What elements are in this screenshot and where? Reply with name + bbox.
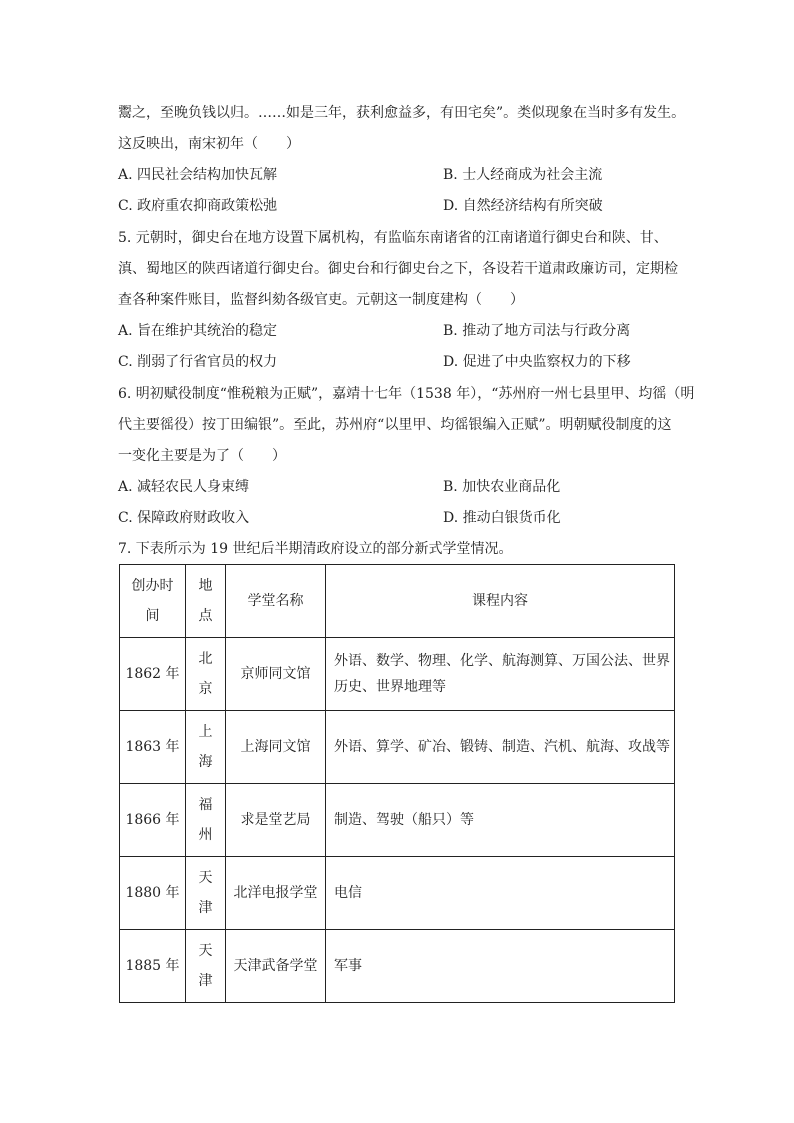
cell-courses: 外语、算学、矿冶、锻铸、制造、汽机、航海、攻战等 bbox=[326, 711, 675, 784]
q5-stem-line-2: 滇、蜀地区的陕西诸道行御史台。御史台和行御史台之下，各设若干道肃政廉访司，定期检 bbox=[118, 261, 678, 277]
q6-stem-line-3: 一变化主要是为了（ ） bbox=[118, 448, 286, 464]
table-header-row bbox=[120, 565, 675, 638]
q5-stem-line-3: 查各种案件账目，监督纠劾各级官吏。元朝这一制度建构（ ） bbox=[118, 292, 524, 308]
cell-school-name: 京师同文馆 bbox=[226, 638, 326, 711]
q6-option-a[interactable]: A. 减轻农民人身束缚 bbox=[118, 479, 250, 495]
cell-year: 1862 年 bbox=[120, 638, 186, 711]
q5-stem-line-1: 5. 元朝时，御史台在地方设置下属机构，有监临东南诸省的江南诸道行御史台和陕、甘、 bbox=[118, 230, 668, 246]
q7-stem: 7. 下表所示为 19 世纪后半期清政府设立的部分新式学堂情况。 bbox=[118, 541, 513, 557]
q5-option-c[interactable]: C. 削弱了行省官员的权力 bbox=[118, 354, 278, 370]
table-row bbox=[120, 930, 675, 1003]
header-cell-school: 学堂名称 bbox=[226, 565, 326, 638]
q4-stem-line-2: 这反映出，南宋初年（ ） bbox=[118, 136, 300, 152]
cell-place: 福州 bbox=[186, 784, 226, 857]
q4-option-a[interactable]: A. 四民社会结构加快瓦解 bbox=[118, 167, 278, 183]
cell-year: 1880 年 bbox=[120, 857, 186, 930]
cell-place: 北京 bbox=[186, 638, 226, 711]
cell-school-name: 上海同文馆 bbox=[226, 711, 326, 784]
q6-option-c[interactable]: C. 保障政府财政收入 bbox=[118, 510, 250, 526]
q4-option-d[interactable]: D. 自然经济结构有所突破 bbox=[443, 198, 603, 214]
cell-school-name: 北洋电报学堂 bbox=[226, 857, 326, 930]
cell-year: 1885 年 bbox=[120, 930, 186, 1003]
table-row bbox=[120, 711, 675, 784]
table-row bbox=[120, 857, 675, 930]
cell-year: 1863 年 bbox=[120, 711, 186, 784]
cell-school-name: 天津武备学堂 bbox=[226, 930, 326, 1003]
cell-courses: 制造、驾驶（船只）等 bbox=[326, 784, 675, 857]
q6-stem-line-2: 代主要徭役）按丁田编银”。至此，苏州府“以里甲、均徭银编入正赋”。明朝赋役制度的这 bbox=[118, 417, 672, 433]
cell-courses: 外语、数学、物理、化学、航海测算、万国公法、世界历史、世界地理等 bbox=[326, 638, 675, 711]
cell-school-name: 求是堂艺局 bbox=[226, 784, 326, 857]
q4-option-b[interactable]: B. 士人经商成为社会主流 bbox=[443, 167, 603, 183]
table-row bbox=[120, 638, 675, 711]
header-cell-place: 地点 bbox=[186, 565, 226, 638]
header-cell-time: 创办时间 bbox=[120, 565, 186, 638]
cell-place: 上海 bbox=[186, 711, 226, 784]
table-row bbox=[120, 784, 675, 857]
cell-place: 天津 bbox=[186, 857, 226, 930]
q5-option-b[interactable]: B. 推动了地方司法与行政分离 bbox=[443, 323, 631, 339]
new-schools-table bbox=[119, 564, 675, 1003]
q6-stem-line-1: 6. 明初赋役制度“惟税粮为正赋”，嘉靖十七年（1538 年），“苏州府一州七县里甲、均徭（明 bbox=[118, 386, 695, 402]
q5-option-a[interactable]: A. 旨在维护其统治的稳定 bbox=[118, 323, 278, 339]
q6-option-d[interactable]: D. 推动白银货币化 bbox=[443, 510, 561, 526]
header-cell-courses: 课程内容 bbox=[326, 565, 675, 638]
cell-year: 1866 年 bbox=[120, 784, 186, 857]
q4-option-c[interactable]: C. 政府重农抑商政策松弛 bbox=[118, 198, 278, 214]
q5-option-d[interactable]: D. 促进了中央监察权力的下移 bbox=[443, 354, 631, 370]
cell-place: 天津 bbox=[186, 930, 226, 1003]
q6-option-b[interactable]: B. 加快农业商品化 bbox=[443, 479, 561, 495]
cell-courses: 电信 bbox=[326, 857, 675, 930]
q4-stem-line-1: 鬻之，至晚负钱以归。……如是三年，获利愈益多，有田宅矣”。类似现象在当时多有发生。 bbox=[118, 105, 686, 121]
cell-courses: 军事 bbox=[326, 930, 675, 1003]
